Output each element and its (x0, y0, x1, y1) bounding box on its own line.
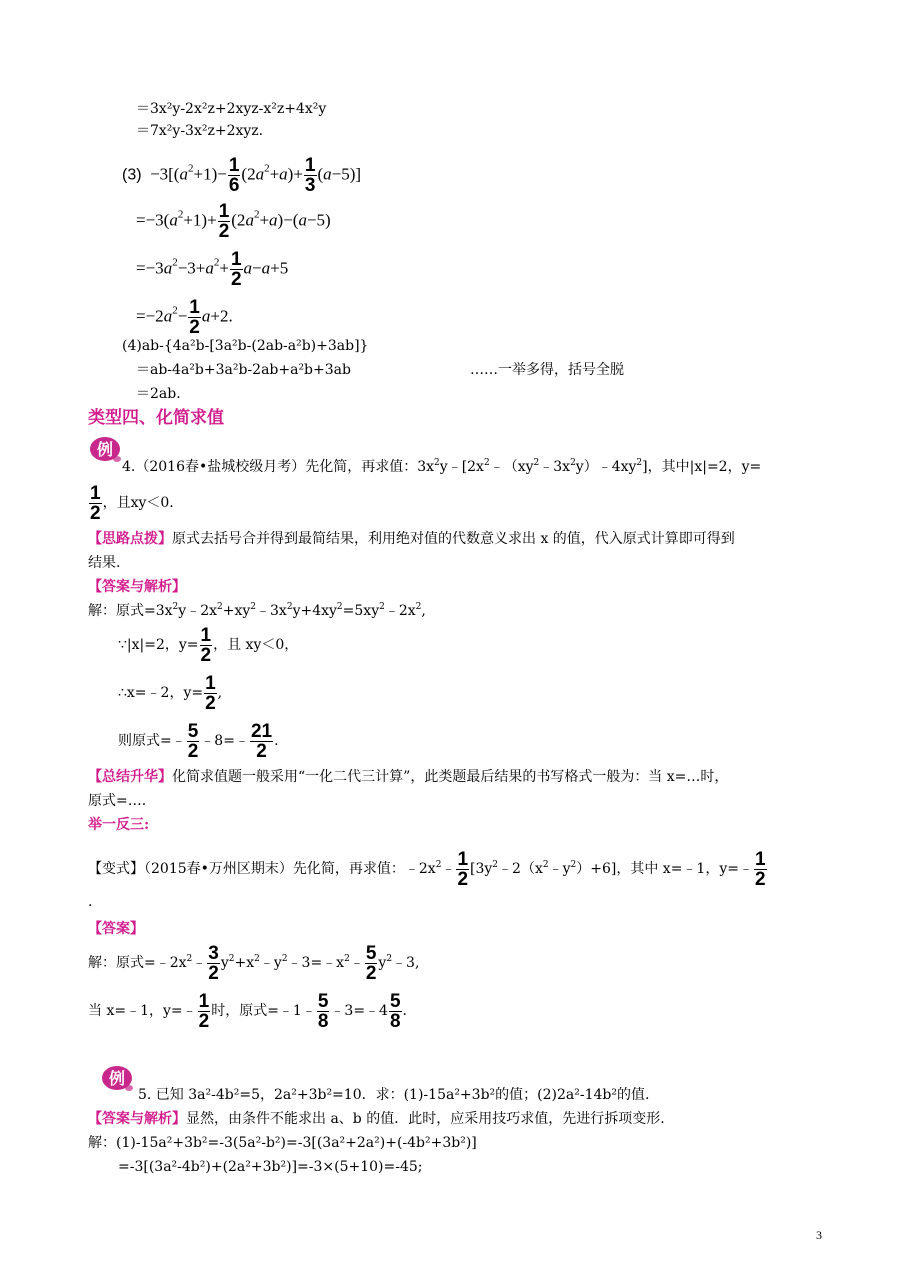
math-problem-3: $(3) -3[(a^2+1)-$ $\frac{1}{6}$ $(2a^2+a)+$ $\frac{1}{3}$ (a−5)] (122, 155, 362, 196)
solution-line: 解：原式$=﹣2x^2﹣$ $\frac{3}{2}$ $y^2+x^2﹣y^2﹣3=﹣x^2﹣$ $\frac{5}{2}$ $y^2﹣3$, (88, 942, 420, 984)
question-4-cond: $\frac{1}{2}$ ，且xy＜0. (90, 482, 174, 524)
example-badge-icon (88, 433, 124, 463)
summary-cont: 原式=…. (88, 793, 147, 809)
question-4: 4.（2016春•盐城校级月考）先化简，再求值：$3x^2y﹣[2x^2﹣(xy^2﹣3x^2y)﹣4xy^2]$，其中|x|=2，y= (122, 458, 762, 475)
practice-heading: 举一反三: (88, 817, 150, 833)
equation-line: ＝3x²y-2x²z+2xyz-x²z+4x²y (136, 101, 327, 117)
analysis: 【答案与解析】显然，由条件不能求出 a、b 的值．此时，应采用技巧求值，先进行拆项变形. (88, 1111, 665, 1127)
solution-line: 解：原式$=3x^2y﹣2x^2+xy^2﹣3x^2y+4xy^2=5xy^2﹣2x^2$, (88, 602, 426, 619)
equation-line: (4)ab-{4a²b-[3a²b-(2ab-a²b)+3ab]} (122, 338, 369, 354)
solution-line: 则原式=﹣ $\frac{5}{2}$ ﹣8=﹣ $\frac{21}{2}$ . (118, 720, 279, 762)
solution-line: ∵|x|=2，y= $\frac{1}{2}$ ，且 xy＜0， (118, 624, 299, 666)
answer-label: 【答案与解析】 (88, 579, 186, 595)
example-badge-text: 例 (96, 440, 114, 459)
question-5: 5. 已知 3a²-4b²=5，2a²+3b²=10．求：(1)-15a²+3b²的值；(2)2a²-14b²的值. (138, 1087, 650, 1103)
summary: 【总结升华】化简求值题一般采用“一化二代三计算”，此类题最后结果的书写格式一般为：当 x=…时， (88, 769, 729, 785)
hint: 【思路点拨】原式去括号合并得到最简结果，利用绝对值的代数意义求出 x 的值，代入原式计算即可得到 (88, 531, 735, 547)
page-number: 3 (816, 1228, 822, 1242)
section-heading: 类型四、化简求值 (88, 408, 224, 428)
variant-dot: . (88, 894, 93, 910)
math-step: $=-3a^2-3+a^2+$ $\frac{1}{2}$ a−a+5 (136, 249, 289, 290)
answer-short-label: 【答案】 (88, 921, 144, 937)
note-text: ……一举多得，括号全脱 (470, 362, 624, 378)
math-step: $=-3(a^2+1)+$ $\frac{1}{2}$ $(2a^2+a)-(a-5)$ (136, 201, 331, 242)
solution-line: =-3[(3a²-4b²)+(2a²+3b²)]=-3×(5+10)=-45; (118, 1159, 423, 1175)
example-badge-icon (100, 1062, 136, 1092)
equation-line: ＝2ab. (136, 386, 181, 402)
equation-line: ＝7x²y-3x²z+2xyz. (136, 123, 264, 139)
example-badge-text: 例 (108, 1069, 126, 1088)
variant-question: 【变式】（2015春•万州区期末）先化简，再求值：$﹣2x^2﹣$ $\frac{1}{2}$ $[3y^2﹣2(x^2﹣y^2)+6]$，其中 x=﹣1，y=﹣ $\frac{1}{2}$ (88, 848, 766, 890)
equation-line: ＝ab-4a²b+3a²b-2ab+a²b+3ab (136, 362, 351, 378)
problem-label: (3) (122, 166, 142, 184)
solution-line: ∴x=﹣2，y= $\frac{1}{2}$ , (118, 672, 223, 714)
solution-line: 解：(1)-15a²+3b²=-3(5a²-b²)=-3[(3a²+2a²)+(-4b²+3b²)] (88, 1135, 477, 1151)
math-step: $=-2a^2-$ $\frac{1}{2}$ a+2. (136, 297, 233, 338)
hint-cont: 结果. (88, 555, 121, 571)
solution-line: 当 x=﹣1，y=﹣ $\frac{1}{2}$ 时，原式=﹣1﹣ $\frac{5}{8}$ ﹣3=﹣4 $\frac{5}{8}$ . (88, 990, 407, 1032)
